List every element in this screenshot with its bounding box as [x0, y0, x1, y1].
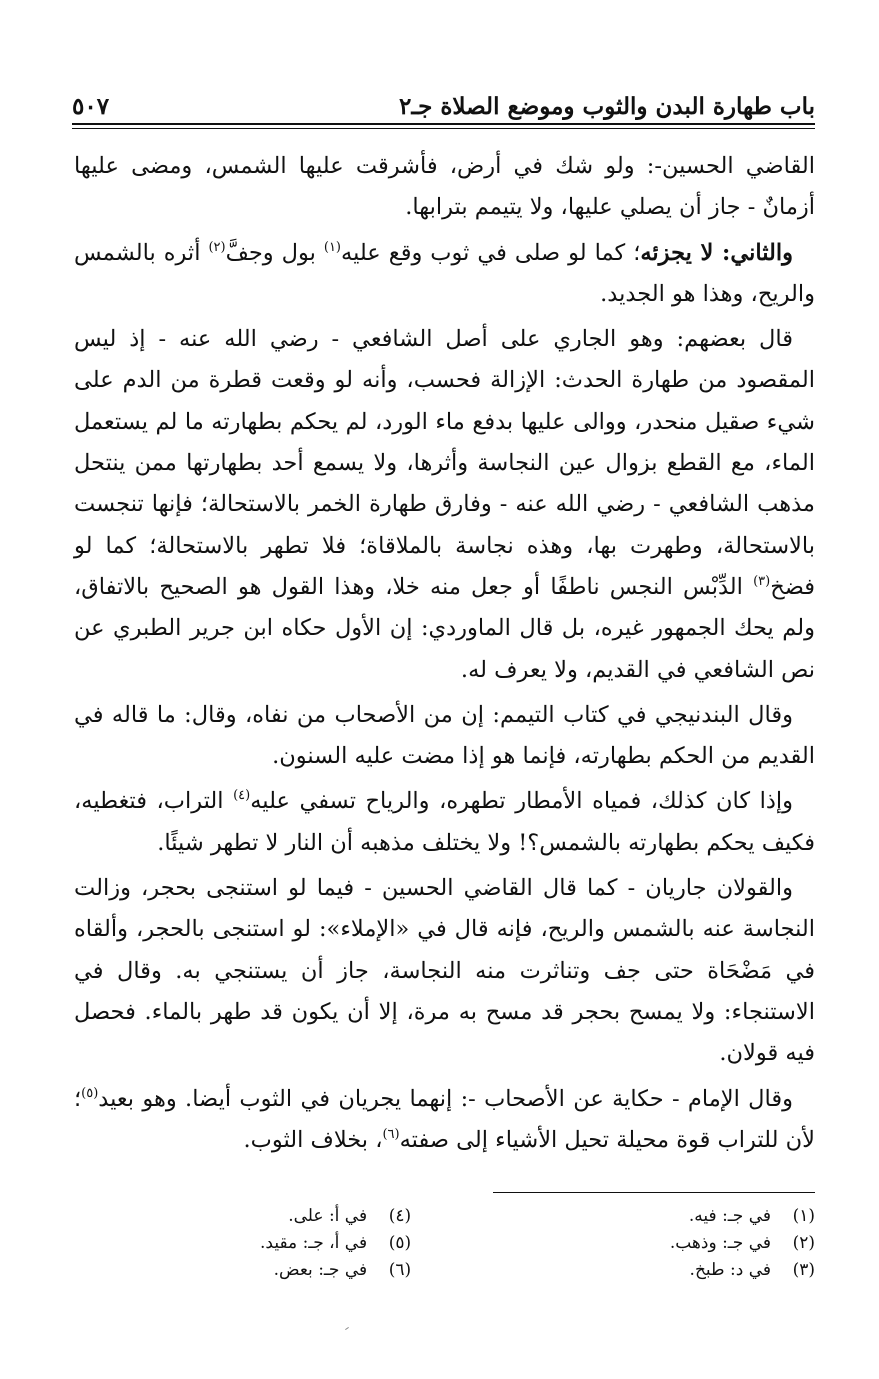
footnote-number: (٥) [388, 1233, 412, 1253]
footnote-item [260, 1203, 411, 1230]
footnote-separator [493, 1192, 815, 1193]
footnotes-column-left [260, 1203, 411, 1303]
footnote-item [670, 1230, 815, 1257]
footnote-text: في جـ: بعض. [273, 1260, 368, 1280]
footnote-marker[interactable]: (٥) [81, 1085, 99, 1101]
page-number: ٥٠٧ [72, 93, 110, 120]
text-run: ؛ لأن للتراب قوة محيلة تحيل الأشياء إلى صفته [74, 1085, 815, 1153]
text-run: أثره بالشمس والريح، وهذا هو الجديد. [74, 239, 815, 307]
paragraph [74, 319, 815, 691]
footnote-text: في جـ: فيه. [688, 1206, 771, 1226]
paragraph [74, 146, 815, 229]
paragraph [74, 233, 815, 316]
text-run: التراب، فتغطيه، فكيف يحكم بطهارته بالشمس؟! ولا يختلف مذهبه أن النار لا تطهر شيئًا. [74, 788, 815, 856]
text-run: وقال الإمام - حكاية عن الأصحاب -: إنهما يجريان في الثوب أيضا. وهو بعيد [98, 1085, 793, 1112]
footnote-item [670, 1257, 815, 1284]
footnotes [260, 1203, 815, 1303]
text-run: القاضي الحسين-: ولو شك في أرض، فأشرقت عليها الشمس، ومضى عليها أزمانٌ - جاز أن يصلي عليها، ولا يتيمم بترابها. [74, 153, 815, 221]
footnote-item [260, 1257, 411, 1284]
footnotes-column-right [670, 1203, 815, 1303]
paragraph [74, 695, 815, 778]
footnote-text: في أ، جـ: مقيد. [260, 1233, 368, 1253]
footnote-marker[interactable]: (٦) [382, 1126, 400, 1142]
footnote-text: في د: طبخ. [689, 1260, 771, 1280]
print-speck [345, 1327, 349, 1330]
footnote-item [670, 1203, 815, 1230]
footnote-marker[interactable]: (٣) [753, 573, 771, 589]
paragraph [74, 1079, 815, 1162]
header-rule-thin [72, 128, 815, 129]
body-text [74, 146, 815, 1165]
footnote-text: في أ: على. [288, 1206, 368, 1226]
footnote-number: (٦) [388, 1260, 412, 1280]
text-run: الدِّبْس النجس ناطفًا أو جعل منه خلا، وهذا القول هو الصحيح بالاتفاق، ولم يحك الجمهور غيره، بل قال الماوردي: إن الأول حكاه ابن جرير الطبري عن نص الشافعي في القديم، ولا يعرف له. [74, 573, 815, 683]
text-run: قال بعضهم: وهو الجاري على أصل الشافعي - رضي الله عنه - إذ ليس المقصود من طهارة الحدث: الإزالة فحسب، وأنه لو وقعت قطرة من الدم على شيء صقيل منحدر، ووالى عليها بدفع ماء الورد، لم يحكم بطهارته ما لم يستعمل الماء، مع القطع بزوال عين النجاسة وأثرها، ولا يسمع أحد بطهارتها ممن ينتحل مذهب الشافعي - رضي الله عنه - وفارق طهارة الخمر بالاستحالة؛ فإنها تنجست بالاستحالة، وطهرت بها، وهذه نجاسة بالملاقاة؛ فلا تطهر بالاستحالة؛ كما لو فضخ [74, 326, 815, 600]
footnote-marker[interactable]: (١) [323, 239, 341, 255]
paragraph [74, 781, 815, 864]
footnote-number: (١) [792, 1206, 815, 1226]
footnote-marker[interactable]: (٢) [208, 239, 226, 255]
text-run: وقال البندنيجي في كتاب التيمم: إن من الأصحاب من نفاه، وقال: ما قاله في القديم من الحكم بطهارته، فإنما هو إذا مضت عليه السنون. [74, 701, 815, 770]
text-run: ؛ كما لو صلى في ثوب وقع عليه [341, 239, 641, 266]
text-run: وإذا كان كذلك، فمياه الأمطار تطهره، والرياح تسفي عليه [250, 788, 793, 815]
footnote-marker[interactable]: (٤) [233, 788, 251, 804]
footnote-item [260, 1230, 411, 1257]
footnote-number: (٤) [388, 1206, 412, 1226]
header-rule-thick [72, 123, 815, 125]
footnote-number: (٣) [792, 1260, 815, 1280]
footnote-text: في جـ: وذهب. [669, 1233, 771, 1253]
running-head [72, 80, 815, 120]
text-run: ، بخلاف الثوب. [243, 1126, 383, 1153]
paragraph [74, 868, 815, 1074]
chapter-title: باب طهارة البدن والثوب وموضع الصلاة جـ٢ [399, 93, 815, 120]
bold-text: والثاني: لا يجزئه [640, 239, 793, 266]
text-run: بول وجفَّ [225, 239, 324, 266]
footnote-number: (٢) [792, 1233, 815, 1253]
text-run: والقولان جاريان - كما قال القاضي الحسين - فيما لو استنجى بحجر، وزالت النجاسة عنه بالشمس والريح، فإنه قال في «الإملاء»: لو استنجى بالحجر، وألقاه في مَضْحَاة حتى جف وتناثرت منه النجاسة، جاز أن يستنجي به. وقال في الاستنجاء: ولا يمسح بحجر قد مسح به مرة، إلا أن يكون قد طهر بالماء. فحصل فيه قولان. [74, 875, 815, 1067]
